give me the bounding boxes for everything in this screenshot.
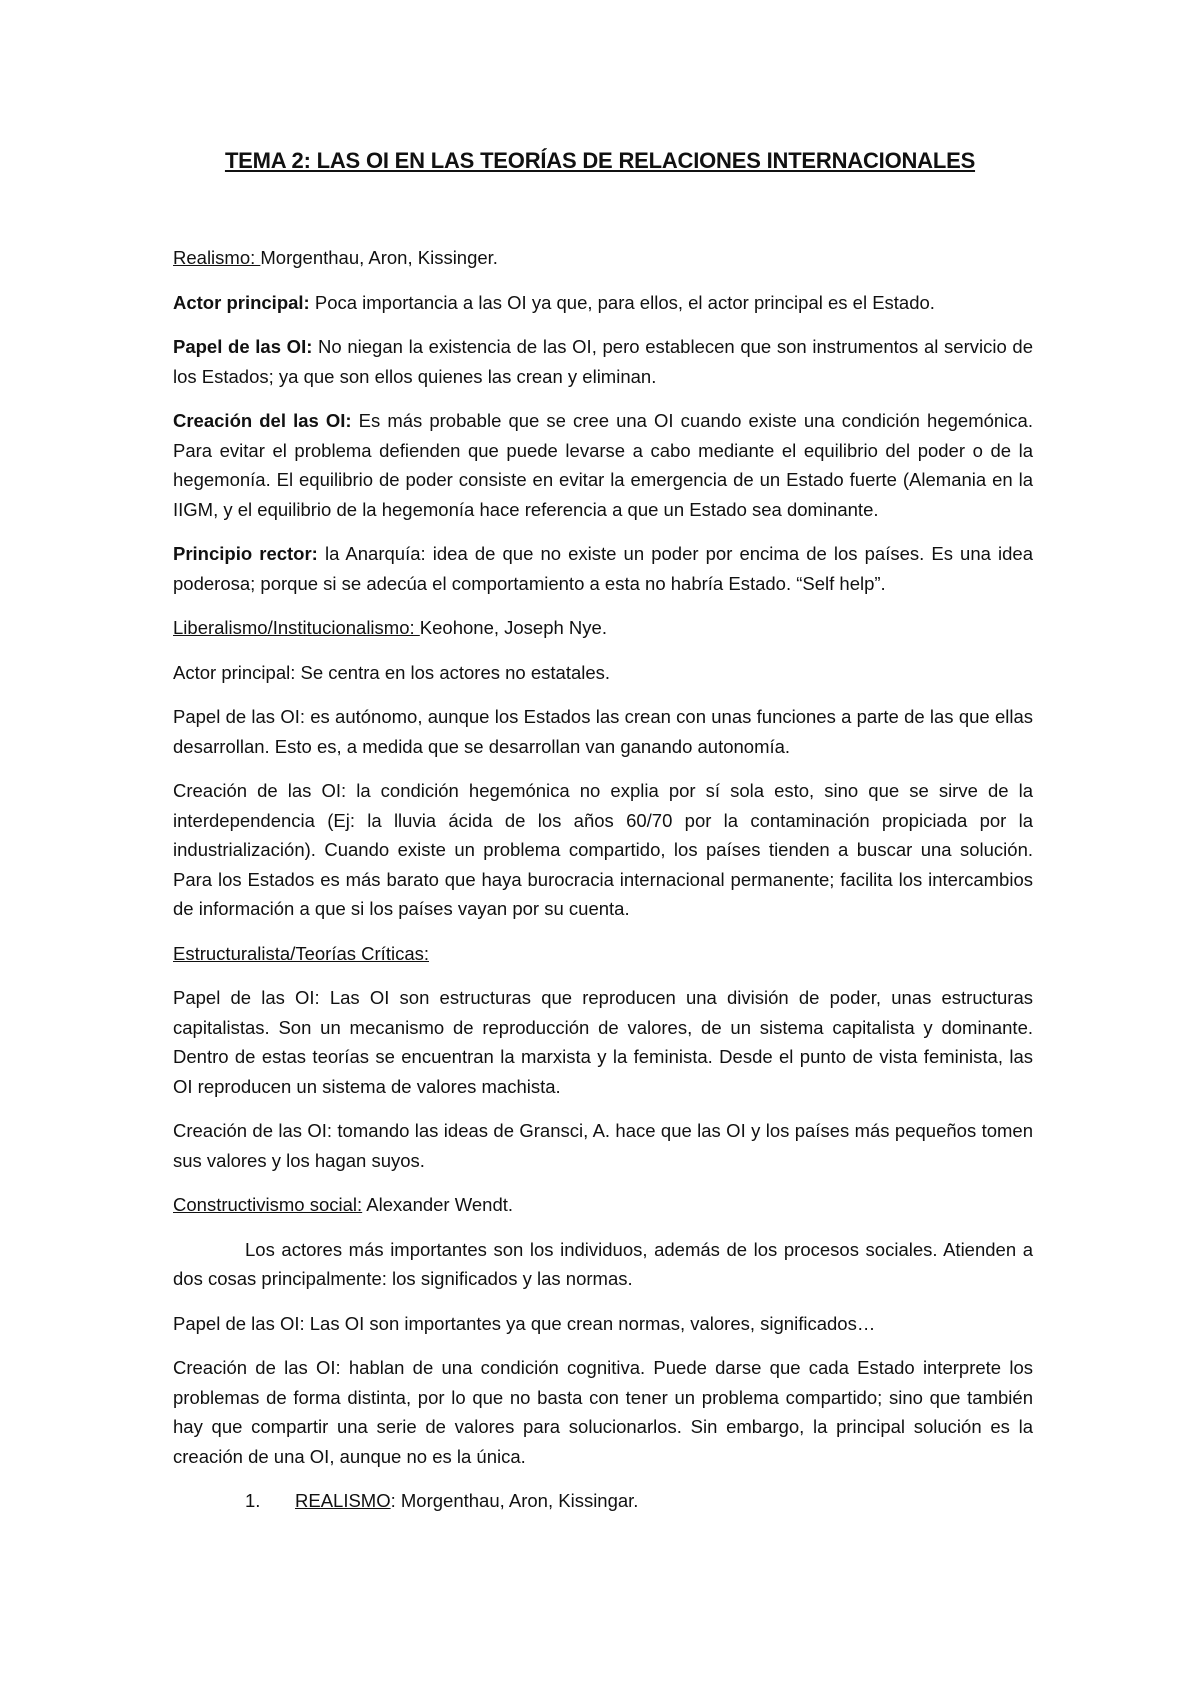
- liberalismo-heading-line: [173, 613, 1033, 643]
- realismo-authors: Morgenthau, Aron, Kissinger.: [260, 247, 498, 268]
- list-item-heading: REALISMO: [295, 1490, 391, 1511]
- document-title: TEMA 2: LAS OI EN LAS TEORÍAS DE RELACIONES INTERNACIONALES: [224, 148, 976, 173]
- liberalismo-actor: Actor principal: Se centra en los actores no estatales.: [173, 661, 611, 683]
- realismo-principio: [173, 539, 1033, 598]
- list-item: [245, 1486, 1033, 1516]
- liberalismo-creacion: Creación de las OI: la condición hegemónica no explia por sí sola esto, sino que se sirve de la interdependencia (Ej: la lluvia ácida de los años 60/70 por la contaminación propiciada por la industrialización). Cuando existe un problema compartido, los países tienden a buscar una solución. Para los Estados es más barato que haya burocracia internacional permanente; facilita los intercambios de información a que si los países vayan por su cuenta.: [173, 780, 1033, 919]
- realismo-creacion-label: Creación del las OI:: [173, 410, 352, 431]
- estructuralista-papel: Papel de las OI: Las OI son estructuras que reproducen una división de poder, unas estructuras capitalistas. Son un mecanismo de reproducción de valores, de un sistema capitalista y dominante. Dentro de estas teorías se encuentran la marxista y la feminista. Desde el punto de vista feminista, las OI reproducen un sistema de valores machista.: [173, 987, 1033, 1097]
- constructivismo-creacion: Creación de las OI: hablan de una condición cognitiva. Puede darse que cada Estado interprete los problemas de forma distinta, por lo que no basta con tener un problema compartido; sino que también hay que compartir una serie de valores para solucionarlos. Sin embargo, la principal solución es la creación de una OI, aunque no es la única.: [173, 1357, 1033, 1467]
- document-body: [173, 243, 1033, 1531]
- constructivismo-heading-line: [173, 1190, 1033, 1220]
- realismo-heading: Realismo:: [173, 247, 261, 268]
- realismo-principio-label: Principio rector:: [173, 543, 318, 564]
- constructivismo-intro: Los actores más importantes son los individuos, además de los procesos sociales. Atienden a dos cosas principalmente: los significados y las normas.: [173, 1238, 1033, 1289]
- liberalismo-papel: Papel de las OI: es autónomo, aunque los Estados las crean con unas funciones a parte de las que ellas desarrollan. Esto es, a medida que se desarrollan van ganando autonomía.: [173, 706, 1033, 757]
- realismo-principio-text: la Anarquía: idea de que no existe un poder por encima de los países. Es una idea poderosa; porque si se adecúa el comportamiento a esta no habría Estado. “Self help”.: [173, 543, 1034, 594]
- realismo-papel-label: Papel de las OI:: [173, 336, 313, 357]
- constructivismo-heading: Constructivismo social:: [173, 1194, 363, 1215]
- realismo-papel: [173, 332, 1033, 391]
- realismo-creacion-text: Es más probable que se cree una OI cuando existe una condición hegemónica. Para evitar el problema defienden que puede levarse a cabo mediante el equilibrio del poder o de la hegemonía. El equilibrio de poder consiste en evitar la emergencia de un Estado fuerte (Alemania en la IIGM, y el equilibrio de la hegemonía hace referencia a que un Estado sea dominante.: [173, 410, 1033, 520]
- realismo-actor: [173, 288, 1033, 318]
- estructuralista-heading: Estructuralista/Teorías Críticas:: [173, 942, 429, 964]
- liberalismo-heading: Liberalismo/Institucionalismo:: [173, 617, 420, 638]
- realismo-actor-text: Poca importancia a las OI ya que, para ellos, el actor principal es el Estado.: [309, 291, 935, 313]
- estructuralista-heading-line: [173, 939, 1033, 969]
- realismo-heading-line: [173, 243, 1033, 273]
- realismo-creacion: [173, 406, 1033, 524]
- constructivismo-papel: Papel de las OI: Las OI son importantes ya que crean normas, valores, significados…: [173, 1312, 876, 1334]
- realismo-papel-text: No niegan la existencia de las OI, pero establecen que son instrumentos al servicio de los Estados; ya que son ellos quienes las crean y eliminan.: [173, 336, 1033, 387]
- list-item-text: : Morgenthau, Aron, Kissingar.: [390, 1490, 639, 1511]
- liberalismo-authors: Keohone, Joseph Nye.: [419, 617, 607, 638]
- realismo-actor-label: Actor principal:: [173, 291, 310, 313]
- constructivismo-authors: Alexander Wendt.: [362, 1194, 514, 1215]
- estructuralista-creacion: Creación de las OI: tomando las ideas de Gransci, A. hace que las OI y los países más pequeños tomen sus valores y los hagan suyos.: [173, 1120, 1033, 1171]
- list-item-number: 1.: [245, 1490, 261, 1511]
